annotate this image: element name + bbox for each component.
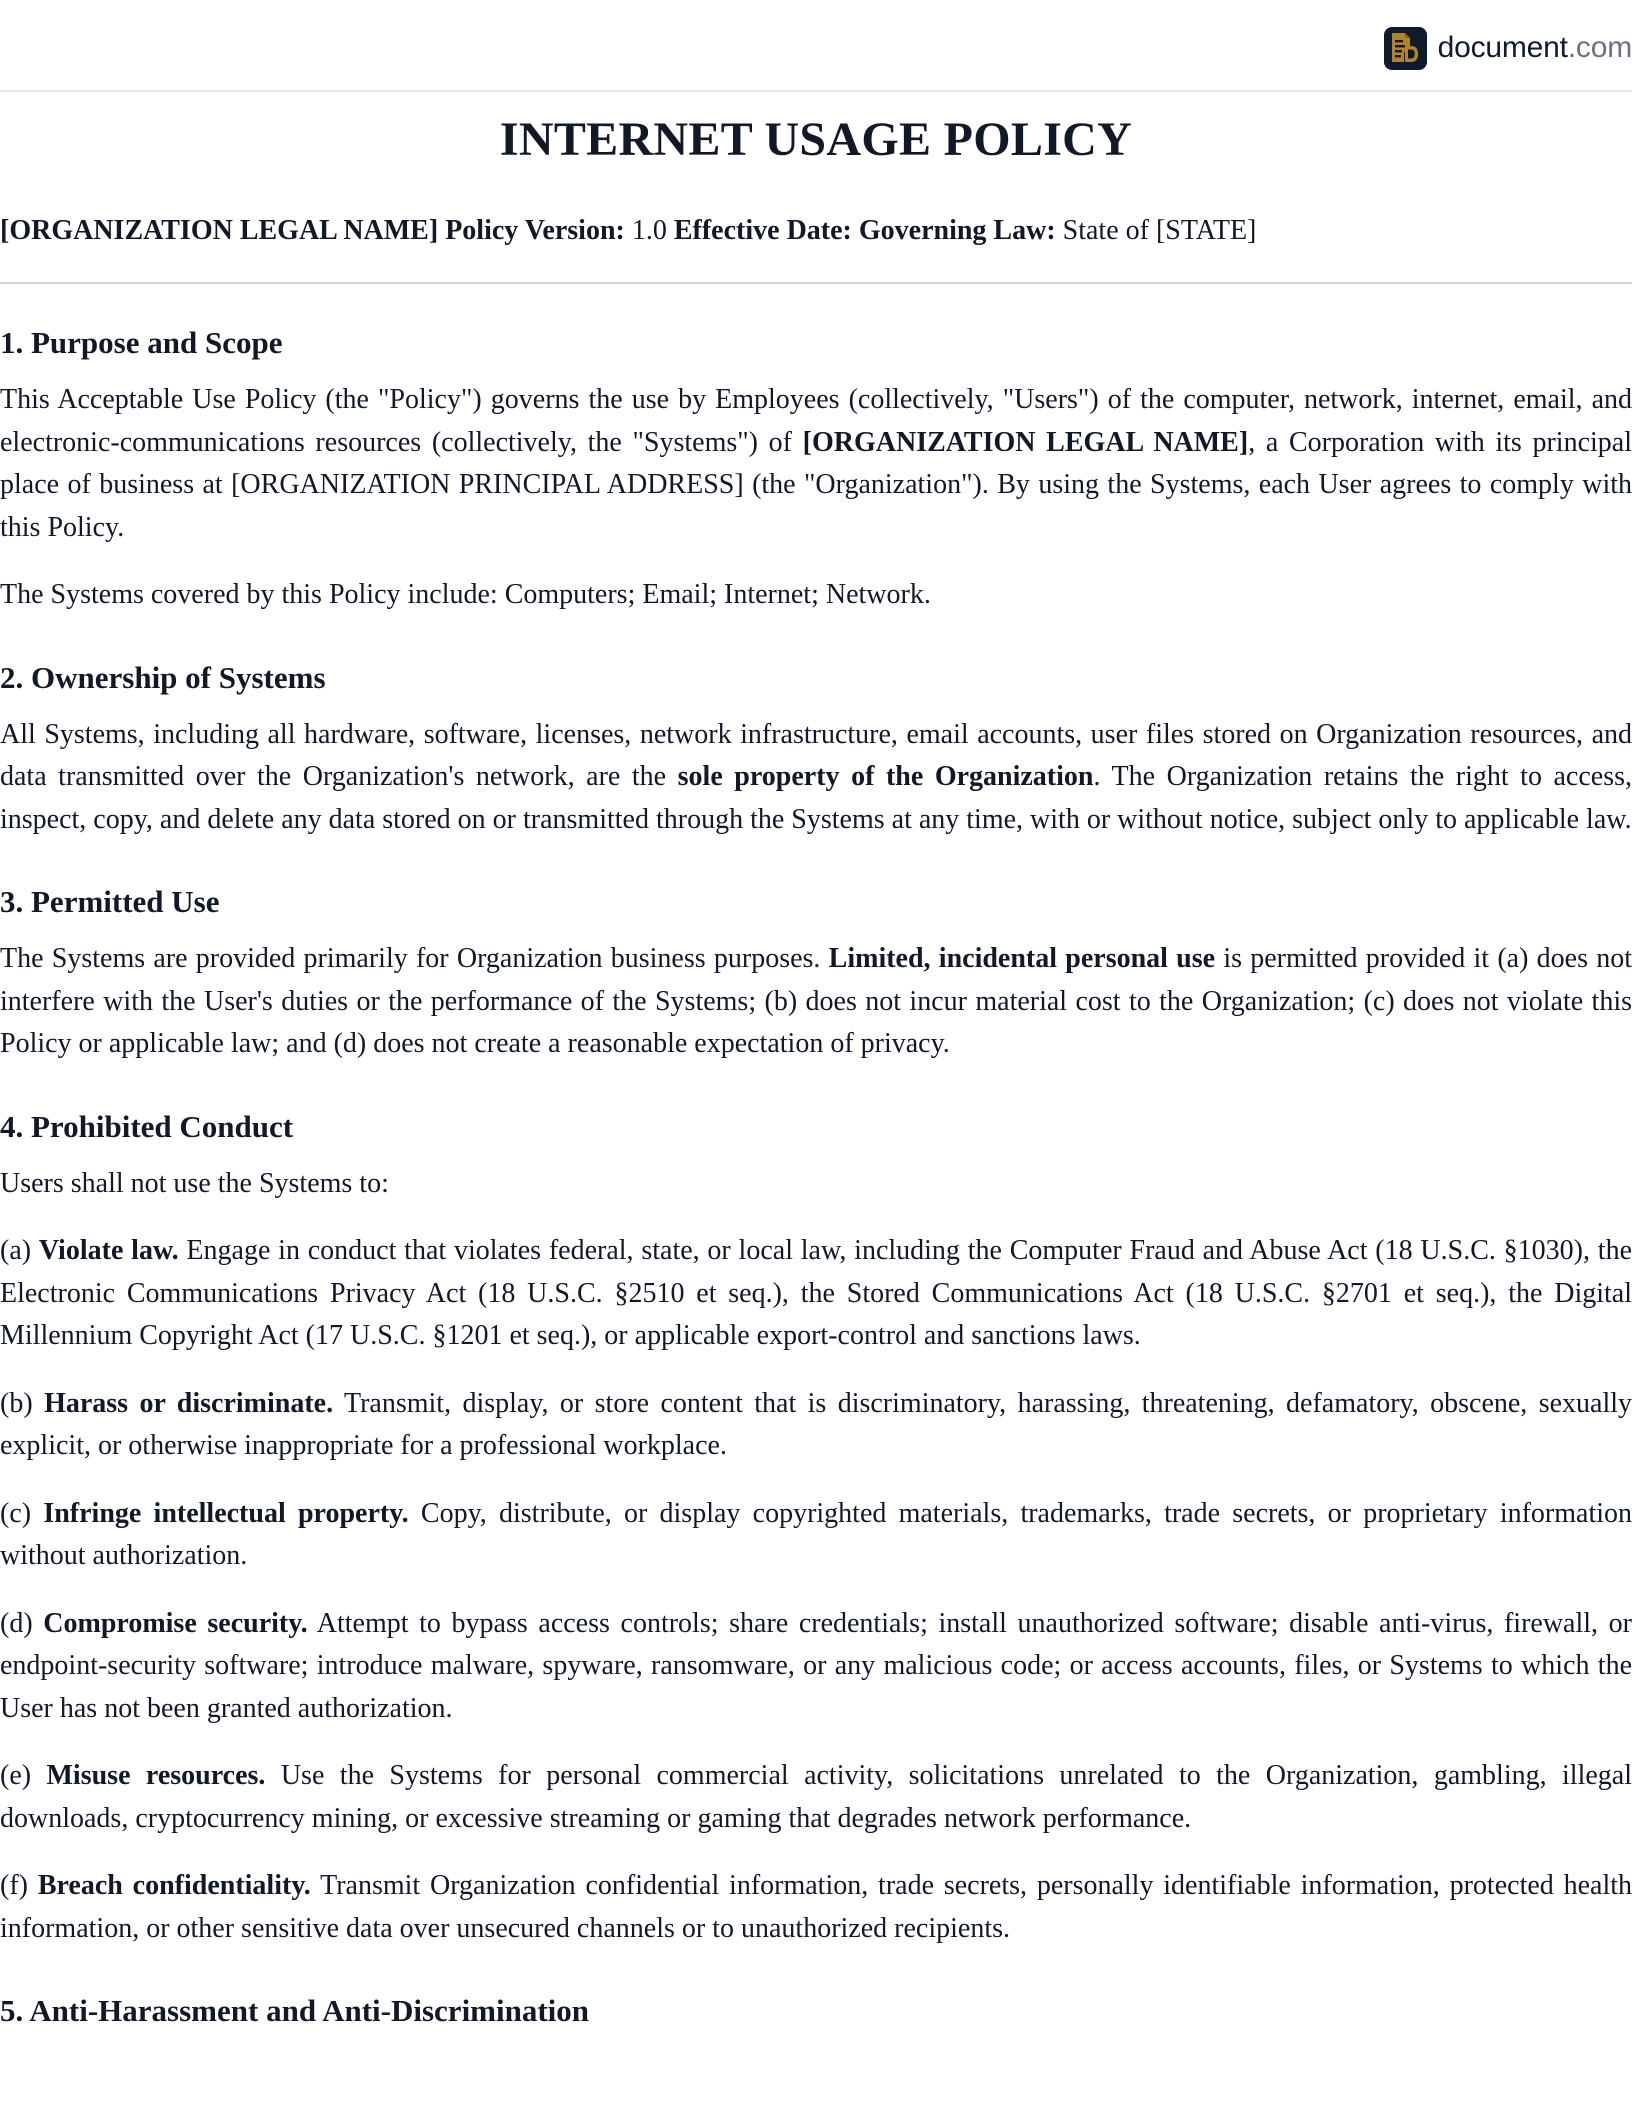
section-ownership-of-systems xyxy=(0,617,1632,842)
prohibited-item-d xyxy=(0,1603,1632,1731)
paragraph-text: The Systems are provided primarily for Organization business purposes. xyxy=(0,943,829,974)
brand-name xyxy=(1438,33,1632,63)
governing-law-value: State of [STATE] xyxy=(1062,215,1257,246)
item-text: Use the Systems for personal commercial activity, solicitations unrelated to the Organization, gambling, illegal downloads, cryptocurrency mining, or excessive streaming or gaming that degrades network performance. xyxy=(0,1760,1632,1834)
prohibited-item-e xyxy=(0,1755,1632,1840)
prohibited-item-c xyxy=(0,1493,1632,1578)
item-marker: (d) xyxy=(0,1607,33,1639)
paragraph-text: , a Corporation with its principal place of business at [ORGANIZATION PRINCIPAL ADDRESS] (the "Organization"). By using the Systems, each User agrees to comply with this Policy. xyxy=(0,426,1632,543)
brand-name-main: document xyxy=(1437,31,1568,64)
section-heading: 5. Anti-Harassment and Anti-Discrimination xyxy=(0,1993,590,2028)
document-logo-icon xyxy=(1384,27,1427,70)
item-title: Harass or discriminate. xyxy=(44,1387,334,1419)
item-marker: (c) xyxy=(0,1497,32,1529)
section-heading: 3. Permitted Use xyxy=(0,884,220,919)
paragraph-emphasis: [ORGANIZATION LEGAL NAME] xyxy=(802,426,1249,458)
section-heading: 2. Ownership of Systems xyxy=(0,659,326,695)
section-permitted-use xyxy=(0,841,1632,1066)
item-marker: (a) xyxy=(0,1235,32,1266)
paragraph-emphasis: sole property of the Organization xyxy=(677,761,1094,792)
policy-version-label: Policy Version: xyxy=(445,215,625,246)
prohibited-item-b xyxy=(0,1383,1632,1468)
org-name: [ORGANIZATION LEGAL NAME] xyxy=(0,215,439,246)
document-body xyxy=(0,92,1632,2032)
prohibited-item-f xyxy=(0,1865,1632,1950)
paragraph-emphasis: Limited, incidental personal use xyxy=(828,943,1216,974)
section-purpose-and-scope xyxy=(0,284,1632,617)
paragraph-text: is permitted provided it (a) does not interfere with the User's duties or the performance of the Systems; (b) does not incur material cost to the Organization; (c) does not violate this Policy or applicable law; and (d) does not create a reasonable expectation of privacy. xyxy=(0,943,1632,1059)
item-title: Compromise security. xyxy=(43,1607,308,1639)
document-meta xyxy=(0,164,1632,252)
item-title: Infringe intellectual property. xyxy=(43,1497,409,1529)
item-title: Breach confidentiality. xyxy=(37,1870,311,1901)
item-text: Copy, distribute, or display copyrighted materials, trademarks, trade secrets, or proprietary information without authorization. xyxy=(0,1497,1632,1571)
section-paragraph xyxy=(0,379,1632,549)
item-title: Violate law. xyxy=(38,1235,179,1266)
paragraph-text: This Acceptable Use Policy (the "Policy") governs the use by Employees (collectively, "Users") of the computer, network, internet, email, and electronic-communications resources (collectively, the "Systems") of xyxy=(0,384,1632,458)
brand-name-tld: .com xyxy=(1567,31,1632,64)
item-marker: (e) xyxy=(0,1760,32,1791)
paragraph-text: . The Organization retains the right to access, inspect, copy, and delete any data stored on or transmitted through the Systems at any time, with or without notice, subject only to applicable law. xyxy=(0,761,1632,835)
item-text: Engage in conduct that violates federal, state, or local law, including the Computer Fraud and Abuse Act (18 U.S.C. §1030), the Electronic Communications Privacy Act (18 U.S.C. §2510 et seq.), the Stored Communications Act (18 U.S.C. §2701 et seq.), the Digital Millennium Copyright Act (17 U.S.C. §1201 et seq.), or applicable export-control and sanctions laws. xyxy=(0,1235,1632,1351)
paragraph-text: All Systems, including all hardware, software, licenses, network infrastructure, email accounts, user files stored on Organization resources, and data transmitted over the Organization's network, are the xyxy=(0,718,1632,792)
item-title: Misuse resources. xyxy=(46,1760,266,1791)
section-prohibited-conduct xyxy=(0,1066,1632,1951)
effective-date-label: Effective Date: xyxy=(673,215,852,246)
governing-law-label: Governing Law: xyxy=(858,215,1056,246)
item-marker: (f) xyxy=(0,1870,28,1901)
document-title: INTERNET USAGE POLICY xyxy=(499,113,1133,166)
item-text: Transmit Organization confidential information, trade secrets, personally identifiable information, protected health information, or other sensitive data over unsecured channels or to unauthorized recipients. xyxy=(0,1870,1632,1944)
section-paragraph xyxy=(0,938,1632,1066)
prohibited-item-a xyxy=(0,1230,1632,1358)
item-text: Attempt to bypass access controls; share credentials; install unauthorized software; disable anti-virus, firewall, or endpoint-security software; introduce malware, spyware, ransomware, or any malicious code; or access accounts, files, or Systems to which the User has not been granted authorization. xyxy=(0,1607,1632,1724)
brand-logo-link[interactable] xyxy=(1384,26,1632,70)
section-intro: Users shall not use the Systems to: xyxy=(0,1167,389,1199)
section-heading: 4. Prohibited Conduct xyxy=(0,1108,294,1144)
top-bar xyxy=(0,0,1632,92)
section-paragraph: The Systems covered by this Policy include: Computers; Email; Internet; Network. xyxy=(0,579,931,610)
section-heading: 1. Purpose and Scope xyxy=(0,325,283,360)
section-paragraph xyxy=(0,714,1632,842)
item-text: Transmit, display, or store content that is discriminatory, harassing, threatening, defamatory, obscene, sexually explicit, or otherwise inappropriate for a professional workplace. xyxy=(0,1387,1632,1461)
section-anti-harassment xyxy=(0,1950,1632,2032)
item-marker: (b) xyxy=(0,1387,33,1419)
policy-version-value: 1.0 xyxy=(631,215,667,246)
